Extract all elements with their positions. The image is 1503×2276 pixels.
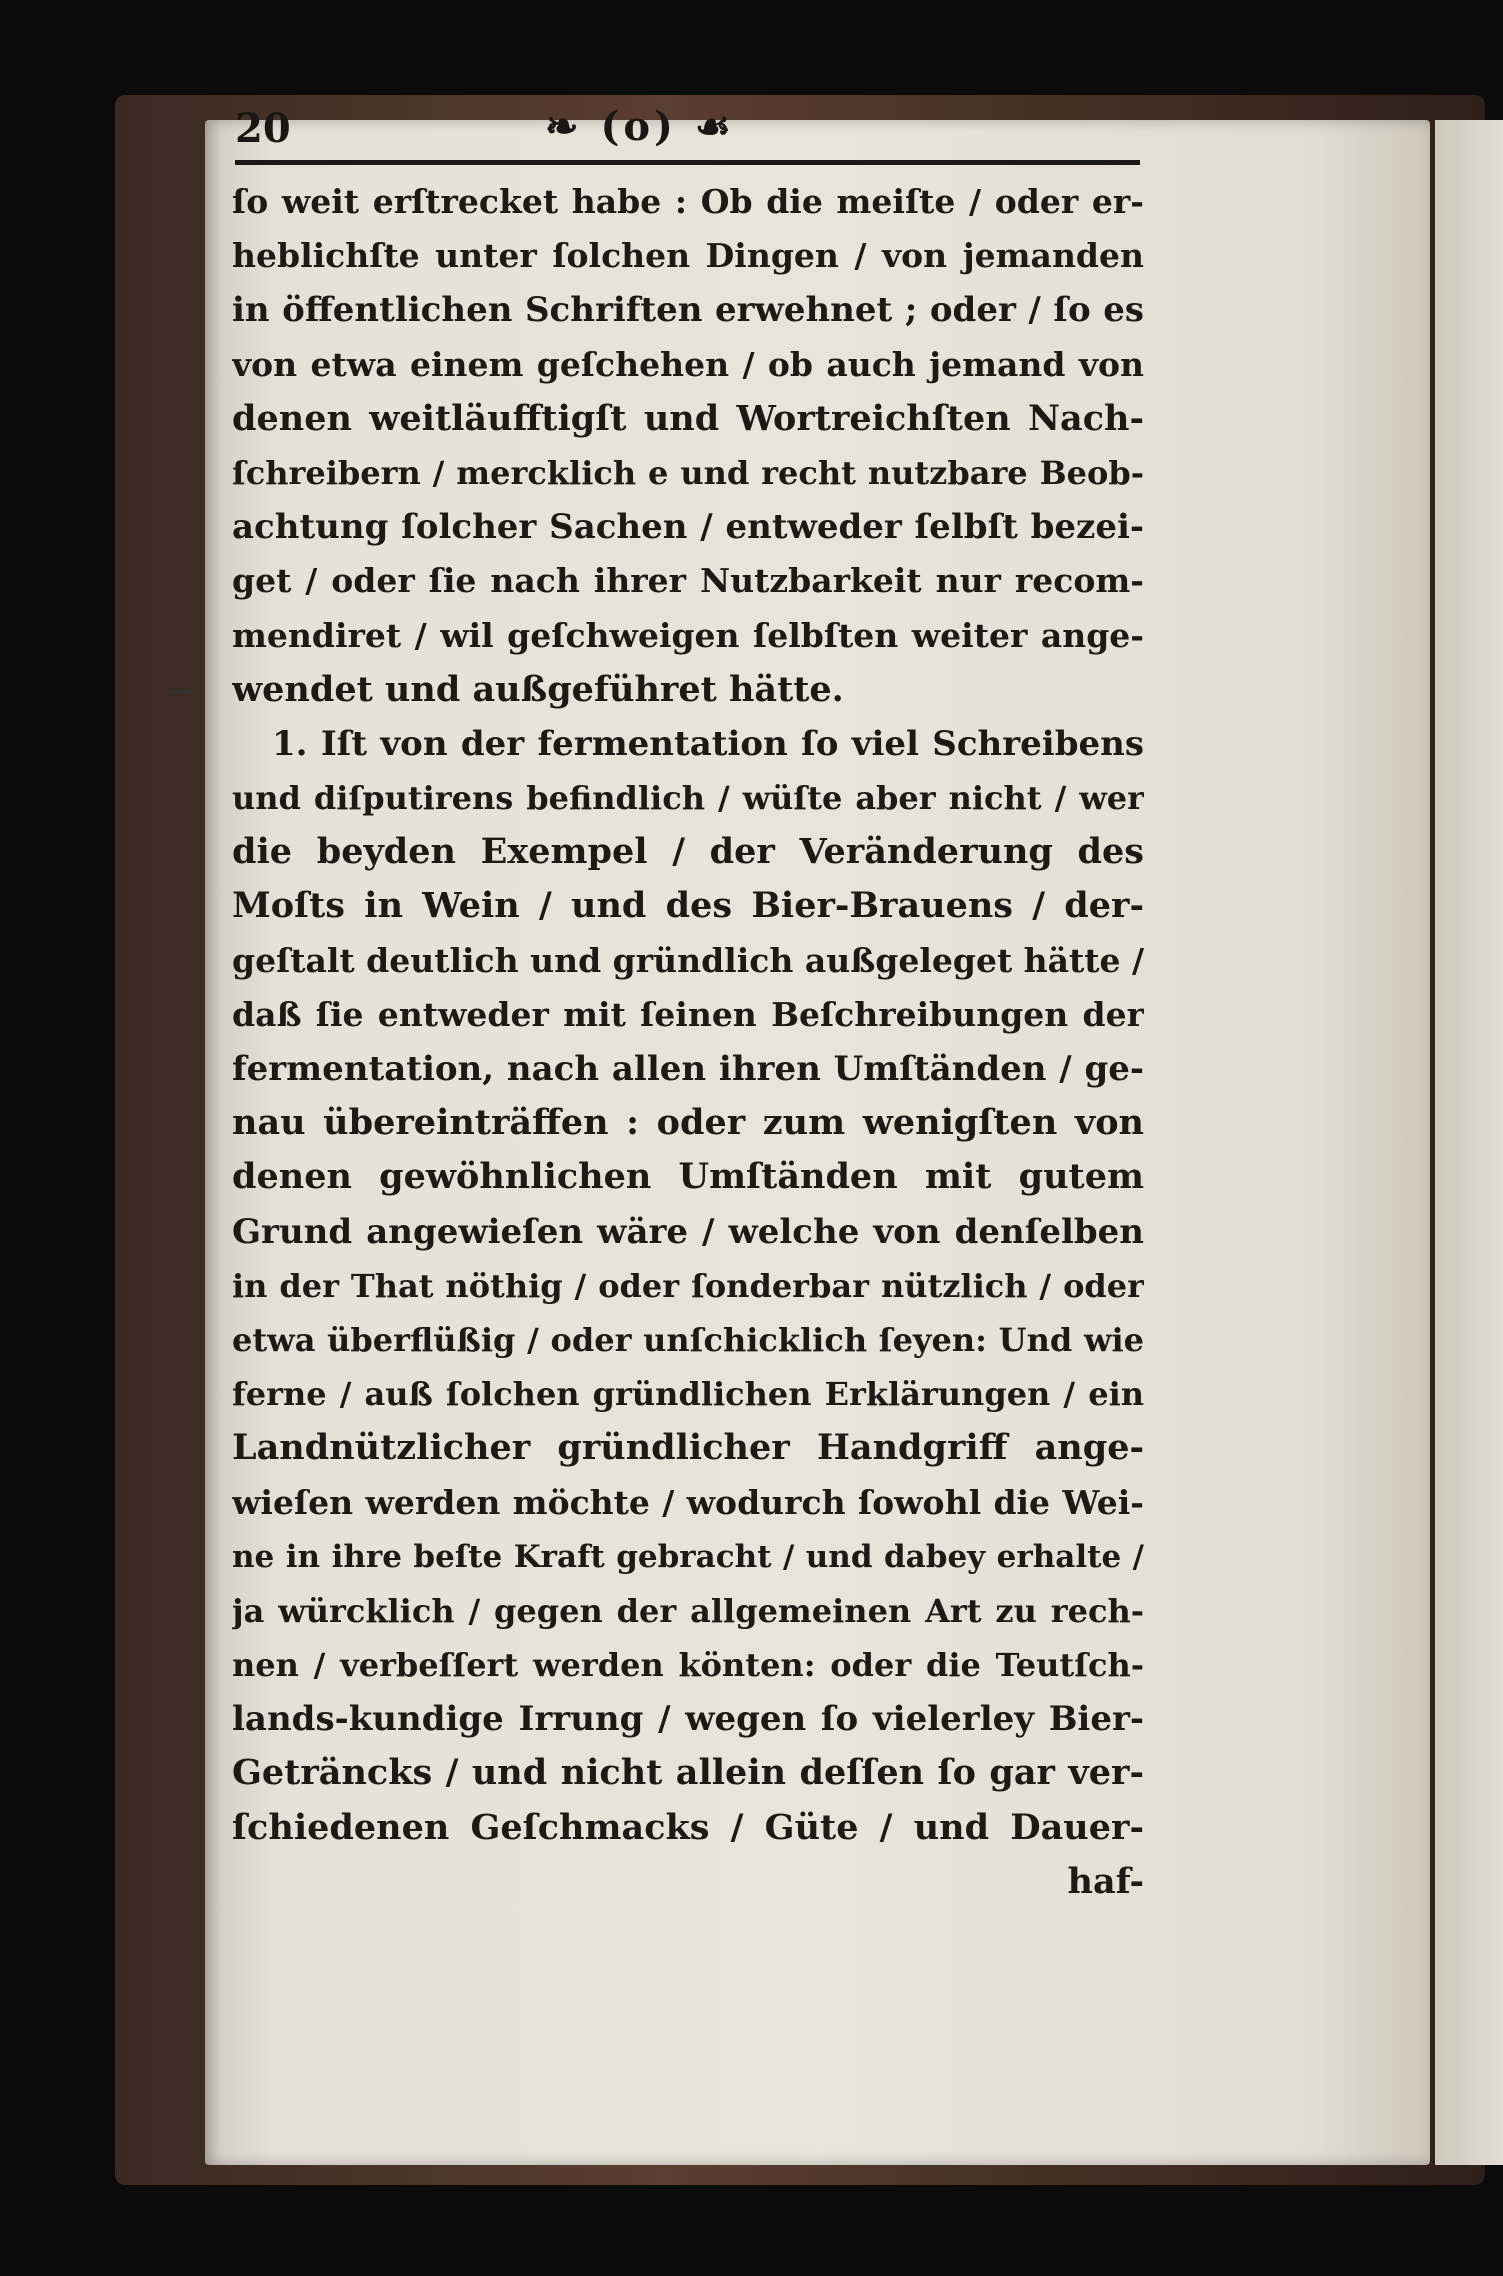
text-line: fermentation, nach allen ihren Umſtänden / ge- <box>232 1049 1144 1089</box>
text-line: in öffentlichen Schriften erwehnet ; oder / ſo es <box>232 290 1144 331</box>
text-line: ſchiedenen Geſchmacks / Güte / und Dauer- <box>232 1806 1144 1848</box>
head-rule <box>235 160 1140 165</box>
text-line: Grund angewieſen wäre / welche von denſelben <box>232 1211 1144 1252</box>
text-line: achtung ſolcher Sachen / entweder ſelbſt bezei- <box>232 507 1144 548</box>
text-line: mendiret / wil geſchweigen ſelbſten weiter ange- <box>232 615 1144 655</box>
text-line: die beyden Exempel / der Veränderung des <box>232 831 1144 873</box>
page-number: 20 <box>235 105 291 152</box>
text-line: und diſputirens befindlich / wüſte aber nicht / wer <box>232 779 1144 818</box>
text-line: Landnützlicher gründlicher Handgriff ange- <box>232 1427 1144 1469</box>
text-line: 1. Iſt von der fermentation ſo viel Schreibens <box>272 723 1144 764</box>
text-line: wieſen werden möchte / wodurch ſowohl die Wei- <box>232 1482 1144 1522</box>
text-line: nen / verbeſſert werden könten: oder die Teutſch- <box>232 1646 1144 1685</box>
text-line: Moſts in Wein / und des Bier-Brauens / der- <box>232 885 1144 927</box>
text-line: etwa überflüßig / oder unſchicklich ſeyen: Und wie <box>232 1320 1144 1359</box>
text-line: get / oder ſie nach ihrer Nutzbarkeit nur recom- <box>232 561 1144 601</box>
text-line: ne in ihre beſte Kraft gebracht / und dabey erhalte / <box>232 1538 1144 1575</box>
text-line: ja würcklich / gegen der allgemeinen Art zu rech- <box>232 1591 1144 1630</box>
text-line: denen weitläufftigſt und Wortreichſten Nach- <box>232 397 1144 439</box>
text-line: geſtalt deutlich und gründlich außgeleget hätte / <box>232 940 1144 980</box>
text-line: wendet und außgeführet hätte. <box>232 668 844 710</box>
text-line: heblichſte unter ſolchen Dingen / von jemanden <box>232 236 1144 276</box>
text-line: denen gewöhnlichen Umſtänden mit gutem <box>232 1156 1144 1198</box>
text-line: ſo weit erſtrecket habe : Ob die meiſte / oder er- <box>232 182 1144 221</box>
text-line: Geträncks / und nicht allein deſſen ſo gar ver- <box>232 1752 1144 1794</box>
text-line: von etwa einem geſchehen / ob auch jemand von <box>232 344 1144 384</box>
body-text <box>232 175 1144 1909</box>
text-line: ſchreibern / mercklich e und recht nutzbare Beob- <box>232 453 1144 492</box>
facing-page-edge <box>1435 120 1503 2165</box>
text-line: daß ſie entweder mit ſeinen Beſchreibungen der <box>232 994 1144 1034</box>
head-ornament: ❧ (o) ☙ <box>545 103 735 150</box>
running-head <box>235 105 1135 165</box>
margin-dash <box>170 690 192 693</box>
text-line: lands-kundige Irrung / wegen ſo vielerley Bier- <box>232 1699 1144 1740</box>
text-line: nau übereinträffen : oder zum wenigſten von <box>232 1102 1144 1144</box>
text-line: in der That nöthig / oder ſonderbar nützlich / oder <box>232 1266 1144 1305</box>
catchword: haf- <box>1067 1860 1144 1902</box>
text-line: ferne / auß ſolchen gründlichen Erklärungen / ein <box>232 1375 1144 1414</box>
